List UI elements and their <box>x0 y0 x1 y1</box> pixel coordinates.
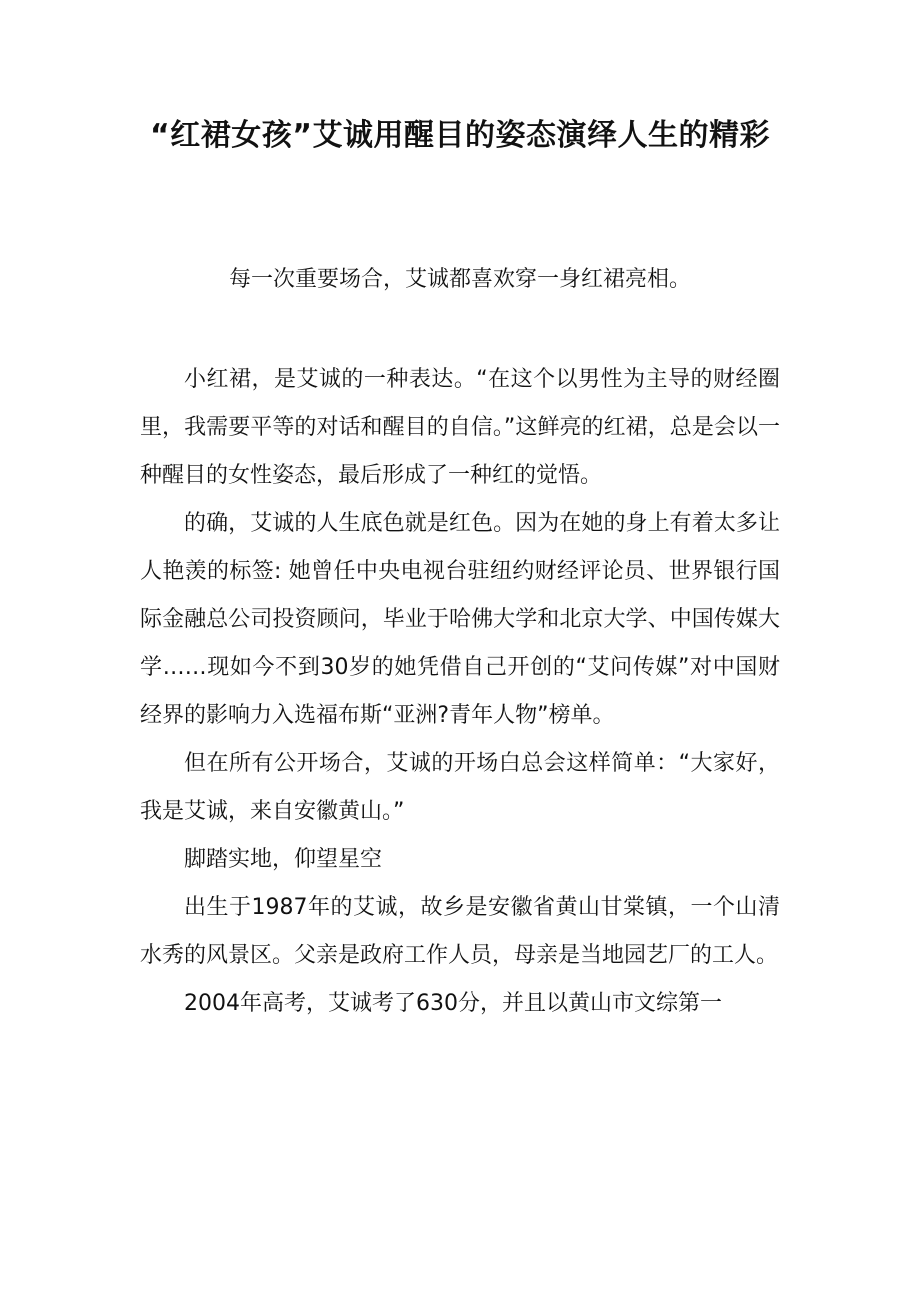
paragraph-4: 出生于1987年的艾诚，故乡是安徽省黄山甘棠镇，一个山清水秀的风景区。父亲是政府工作人员，母亲是当地园艺厂的工人。 <box>140 895 780 968</box>
paragraph-3: 但在所有公开场合，艾诚的开场白总会这样简单：“大家好，我是艾诚，来自安徽黄山。” <box>140 751 780 824</box>
document-body <box>140 356 780 1028</box>
document-title: “红裙女孩”艾诚用醒目的姿态演绎人生的精彩 <box>150 118 770 153</box>
document-subtitle: 每一次重要场合，艾诚都喜欢穿一身红裙亮相。 <box>228 267 691 292</box>
paragraph-2: 的确，艾诚的人生底色就是红色。因为在她的身上有着太多让人艳羡的标签: 她曾任中央电视台驻纽约财经评论员、世界银行国际金融总公司投资顾问，毕业于哈佛大学和北京大学、中国传媒大学……现如今不到30岁的她凭借自己开创的“艾问传媒”对中国财经界的影响力入选福布斯“亚洲?青年人物”榜单。 <box>140 511 780 728</box>
section-heading: 脚踏实地，仰望星空 <box>184 847 383 872</box>
paragraph-5: 2004年高考，艾诚考了630分，并且以黄山市文综第一 <box>184 991 722 1016</box>
paragraph-1: 小红裙，是艾诚的一种表达。“在这个以男性为主导的财经圈里，我需要平等的对话和醒目的自信。”这鲜亮的红裙，总是会以一种醒目的女性姿态，最后形成了一种红的觉悟。 <box>140 367 780 488</box>
